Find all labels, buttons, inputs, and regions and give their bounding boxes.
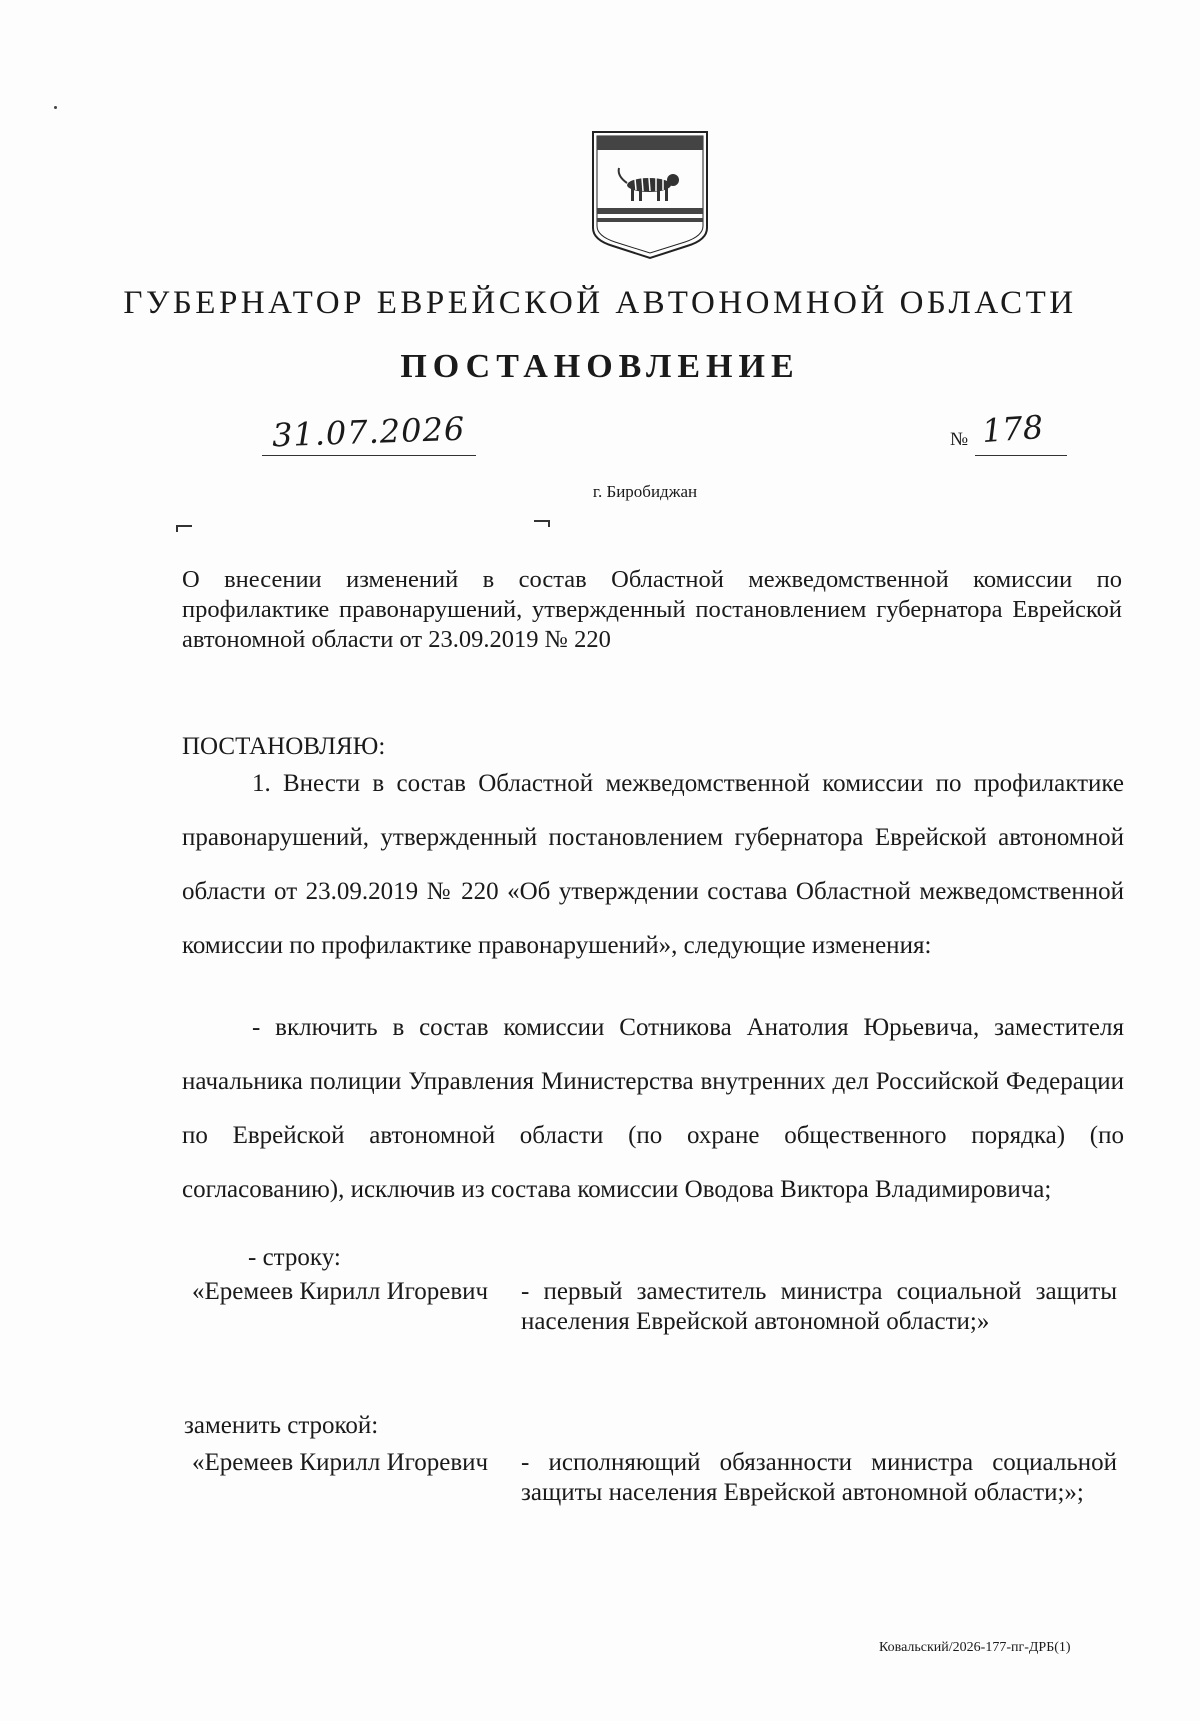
document-type: ПОСТАНОВЛЕНИЕ [400,348,800,385]
order-word: ПОСТАНОВЛЯЮ: [182,733,386,760]
issuing-authority: ГУБЕРНАТОР ЕВРЕЙСКОЙ АВТОНОМНОЙ ОБЛАСТИ [123,285,1077,321]
subject-bracket-right [534,520,550,527]
coat-of-arms-emblem [589,128,711,262]
old-row-label: - строку: [248,1244,341,1271]
city-name: г. Биробиджан [592,482,698,501]
old-row-name: «Еремеев Кирилл Игоревич [192,1278,489,1305]
paragraph-2: - включить в состав комиссии Сотникова Анатолия Юрьевича, заместителя начальника полиции Управления Министерства внутренних дел Российской Федерации по Еврейской автономной области (по охране общественного порядка) (по согласованию), исключив из состава комиссии Оводова Виктора Владимировича; [182,1014,1124,1203]
new-row-name: «Еремеев Кирилл Игоревич [192,1449,489,1476]
document-subject: О внесении изменений в состав Областной межведомственной комиссии по профилактике правонарушений, утвержденный постановлением губернатора Еврейской автономной области от 23.09.2019 № 220 [182,566,1122,653]
handwritten-date: 31.07.2026 [271,409,466,455]
subject-bracket-left [176,525,192,532]
new-row-label: заменить строкой: [184,1412,379,1439]
number-underline [975,455,1067,456]
footer-reference: Ковальский/2026-177-пг-ДРБ(1) [879,1640,1071,1655]
scan-speck [54,106,57,109]
new-row-description: - исполняющий обязанности министра социальной защиты населения Еврейской автономной области;»; [521,1449,1117,1506]
paragraph-1: 1. Внести в состав Областной межведомственной комиссии по профилактике правонарушений, утвержденный постановлением губернатора Еврейской автономной области от 23.09.2019 № 220 «Об утверждении состава Областной межведомственной комиссии по профилактике правонарушений», следующие изменения: [182,770,1124,959]
handwritten-number: 178 [980,407,1045,451]
number-label: № [950,429,969,450]
date-underline [262,455,476,456]
old-row-description: - первый заместитель министра социальной защиты населения Еврейской автономной области;» [521,1278,1117,1335]
